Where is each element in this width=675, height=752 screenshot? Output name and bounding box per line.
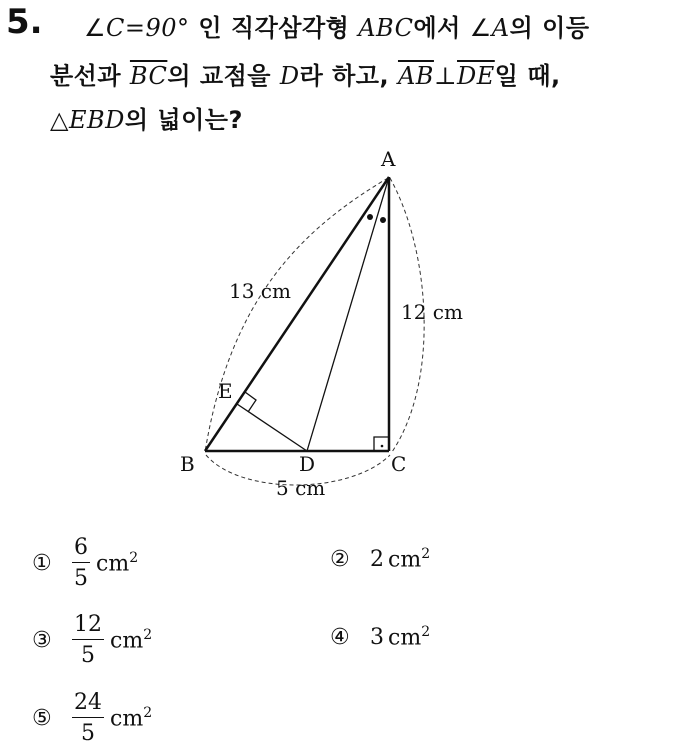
unit-text: cm [388,625,422,651]
length-ab: 13 cm [229,279,291,303]
perpendicular-symbol: ⊥ [433,62,458,90]
denominator: 5 [81,643,95,669]
segment-ab: $\overline{AB}$ [397,62,434,90]
choice-marker: ⑤ [32,705,52,731]
question-number: 5. [6,2,43,42]
bisector-ad [307,177,389,451]
unit [110,627,152,653]
text-right-triangle: 인 직각삼각형 [198,14,350,42]
text-when: 일 때, [494,62,561,90]
choice-1[interactable] [32,535,138,592]
choice-value: 2 [370,546,384,572]
unit [96,550,138,576]
angle-mark-dot-2 [380,217,386,223]
label-point-a: A [381,147,396,171]
length-bc: 5 cm [276,476,326,500]
denominator: 5 [81,721,95,747]
unit-exponent: 2 [421,624,431,640]
length-ac: 12 cm [401,300,463,324]
label-point-e: E [218,379,233,403]
math-d: D [279,62,300,90]
unit-text: cm [388,547,422,573]
right-angle-dot-c [381,445,384,448]
choice-3[interactable] [32,612,152,669]
fraction [72,612,104,669]
unit-text: cm [110,706,144,732]
unit-text: cm [96,551,130,577]
choice-value: 3 [370,624,384,650]
choice-5[interactable] [32,690,152,747]
unit-exponent: 2 [143,627,153,644]
unit-exponent: 2 [143,705,153,722]
choice-marker: ④ [330,624,350,650]
angle-symbol: ∠ [469,14,492,42]
choice-marker: ② [330,546,350,572]
fraction [72,535,90,592]
numerator: 12 [72,612,104,640]
numerator: 24 [72,690,104,718]
unit-exponent: 2 [129,550,139,567]
unit [388,546,430,572]
math-c-equals-90: C=90° [106,14,190,42]
math-ebd: EBD [68,106,125,134]
text-and: 라 하고, [299,62,390,90]
text-intersection: 의 교점을 [167,62,271,90]
side-ab [205,177,389,451]
choice-marker: ① [32,550,52,576]
label-point-c: C [391,452,407,476]
text-bisector-end: 분선과 [50,62,122,90]
unit [388,624,430,650]
text-eseo: 에서 [413,14,461,42]
unit-exponent: 2 [421,546,431,562]
right-angle-mark-e [245,392,256,412]
math-abc: ABC [358,14,414,42]
math-a: A [491,14,510,42]
segment-de: $\overline{DE}$ [457,62,495,90]
right-angle-mark-c [374,437,389,451]
text-bisector-start: 의 이등 [509,14,590,42]
segment-bc: $\overline{BC}$ [129,62,168,90]
unit [110,705,152,731]
angle-symbol: ∠ [84,14,107,42]
unit-text: cm [110,628,144,654]
angle-mark-dot-1 [367,214,373,220]
triangle-symbol: △ [50,106,69,134]
choice-4[interactable] [330,624,430,650]
text-area-question: 의 넓이는? [124,106,243,134]
segment-de-line [237,404,307,451]
label-point-d: D [299,452,316,476]
numerator: 6 [72,535,90,563]
denominator: 5 [74,566,88,592]
label-point-b: B [180,452,195,476]
choice-2[interactable] [330,546,430,572]
choice-marker: ③ [32,627,52,653]
fraction [72,690,104,747]
